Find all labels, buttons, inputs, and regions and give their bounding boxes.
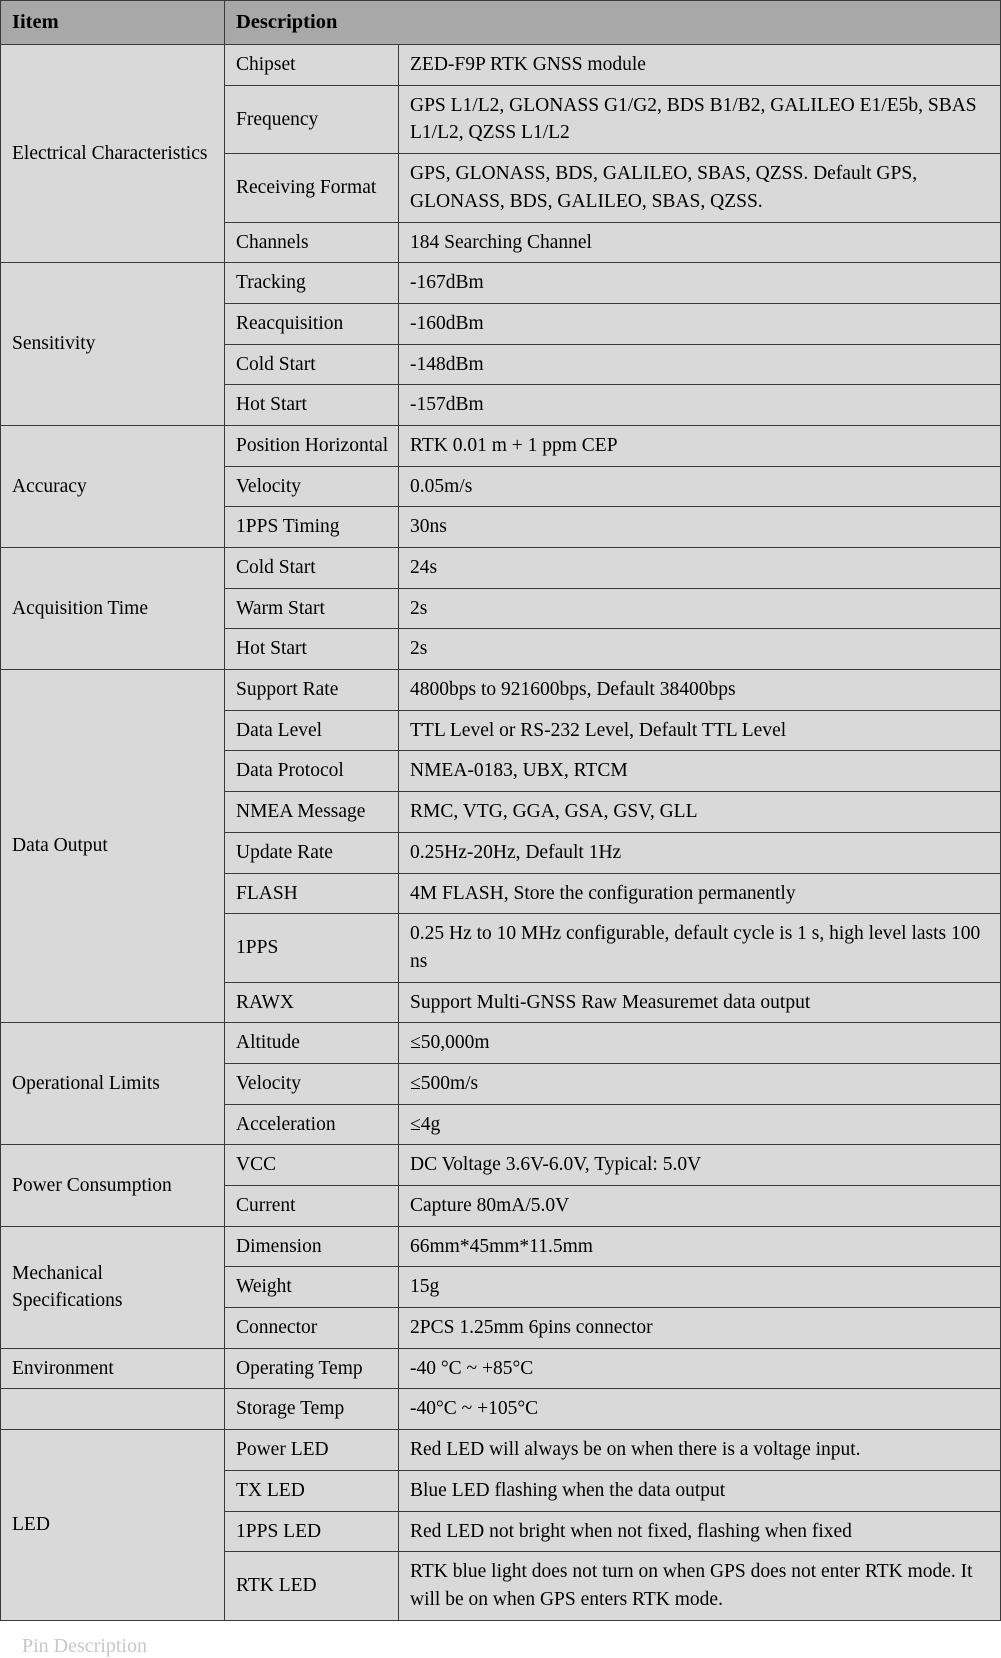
table-body — [1, 45, 1001, 1621]
column-header-item: Iitem — [1, 1, 225, 45]
spec-name-cell: Chipset — [225, 45, 399, 86]
spec-name-cell: TX LED — [225, 1470, 399, 1511]
spec-name-cell: 1PPS Timing — [225, 507, 399, 548]
spec-name-cell: Update Rate — [225, 832, 399, 873]
group-label-cell: Sensitivity — [1, 263, 225, 426]
table-row — [1, 670, 1001, 711]
group-label-cell: Operational Limits — [1, 1023, 225, 1145]
spec-name-cell: Hot Start — [225, 629, 399, 670]
spec-value-cell: 24s — [399, 548, 1001, 589]
spec-value-cell: -40 °C ~ +85°C — [399, 1348, 1001, 1389]
spec-value-cell: 184 Searching Channel — [399, 222, 1001, 263]
group-label-cell-empty — [1, 1389, 225, 1430]
spec-name-cell: Cold Start — [225, 344, 399, 385]
spec-name-cell: Operating Temp — [225, 1348, 399, 1389]
partial-section-heading: Pin Description — [22, 1634, 147, 1657]
spec-value-cell: ≤4g — [399, 1104, 1001, 1145]
table-row — [1, 1145, 1001, 1186]
spec-value-cell: Support Multi-GNSS Raw Measuremet data output — [399, 982, 1001, 1023]
group-label-cell: Accuracy — [1, 425, 225, 547]
spec-value-cell: 66mm*45mm*11.5mm — [399, 1226, 1001, 1267]
spec-name-cell: FLASH — [225, 873, 399, 914]
spec-name-cell: Cold Start — [225, 548, 399, 589]
spec-name-cell: Tracking — [225, 263, 399, 304]
spec-name-cell: Hot Start — [225, 385, 399, 426]
spec-value-cell: -40°C ~ +105°C — [399, 1389, 1001, 1430]
spec-value-cell: 0.05m/s — [399, 466, 1001, 507]
table-row — [1, 425, 1001, 466]
spec-name-cell: 1PPS — [225, 914, 399, 982]
spec-value-cell: NMEA-0183, UBX, RTCM — [399, 751, 1001, 792]
spec-value-cell: TTL Level or RS-232 Level, Default TTL Level — [399, 710, 1001, 751]
spec-value-cell: ≤500m/s — [399, 1063, 1001, 1104]
column-header-description: Description — [225, 1, 1001, 45]
spec-name-cell: Channels — [225, 222, 399, 263]
spec-value-cell: 15g — [399, 1267, 1001, 1308]
table-row — [1, 1348, 1001, 1389]
spec-value-cell: ZED-F9P RTK GNSS module — [399, 45, 1001, 86]
spec-value-cell: GPS L1/L2, GLONASS G1/G2, BDS B1/B2, GALILEO E1/E5b, SBAS L1/L2, QZSS L1/L2 — [399, 85, 1001, 153]
spec-name-cell: Connector — [225, 1308, 399, 1349]
table-row — [1, 1023, 1001, 1064]
group-label-cell: Electrical Characteristics — [1, 45, 225, 263]
spec-name-cell: Acceleration — [225, 1104, 399, 1145]
table-row — [1, 263, 1001, 304]
table-row — [1, 45, 1001, 86]
spec-name-cell: Storage Temp — [225, 1389, 399, 1430]
table-row — [1, 548, 1001, 589]
spec-name-cell: Position Horizontal — [225, 425, 399, 466]
table-row — [1, 1389, 1001, 1430]
spec-value-cell: 2s — [399, 629, 1001, 670]
spec-value-cell: 4800bps to 921600bps, Default 38400bps — [399, 670, 1001, 711]
spec-value-cell: Red LED will always be on when there is a voltage input. — [399, 1430, 1001, 1471]
spec-value-cell: RTK blue light does not turn on when GPS does not enter RTK mode. It will be on when GPS enters RTK mode. — [399, 1552, 1001, 1620]
spec-value-cell: -157dBm — [399, 385, 1001, 426]
spec-value-cell: ≤50,000m — [399, 1023, 1001, 1064]
spec-name-cell: Data Protocol — [225, 751, 399, 792]
spec-name-cell: Reacquisition — [225, 303, 399, 344]
spec-value-cell: -167dBm — [399, 263, 1001, 304]
group-label-cell: Data Output — [1, 670, 225, 1023]
spec-name-cell: RTK LED — [225, 1552, 399, 1620]
spec-value-cell: RTK 0.01 m + 1 ppm CEP — [399, 425, 1001, 466]
table-header — [1, 1, 1001, 45]
spec-name-cell: Frequency — [225, 85, 399, 153]
spec-name-cell: Velocity — [225, 466, 399, 507]
spec-value-cell: 2s — [399, 588, 1001, 629]
spec-value-cell: 30ns — [399, 507, 1001, 548]
spec-name-cell: VCC — [225, 1145, 399, 1186]
spec-name-cell: Weight — [225, 1267, 399, 1308]
spec-value-cell: Capture 80mA/5.0V — [399, 1186, 1001, 1227]
spec-name-cell: 1PPS LED — [225, 1511, 399, 1552]
spec-name-cell: RAWX — [225, 982, 399, 1023]
group-label-cell: Power Consumption — [1, 1145, 225, 1226]
group-label-cell: LED — [1, 1430, 225, 1620]
spec-value-cell: -160dBm — [399, 303, 1001, 344]
spec-name-cell: Receiving Format — [225, 154, 399, 222]
table-row — [1, 1430, 1001, 1471]
spec-name-cell: Warm Start — [225, 588, 399, 629]
header-row — [1, 1, 1001, 45]
spec-name-cell: Current — [225, 1186, 399, 1227]
spec-value-cell: 4M FLASH, Store the configuration permanently — [399, 873, 1001, 914]
spec-name-cell: Velocity — [225, 1063, 399, 1104]
spec-value-cell: 0.25 Hz to 10 MHz configurable, default cycle is 1 s, high level lasts 100 ns — [399, 914, 1001, 982]
table-row — [1, 1226, 1001, 1267]
spec-value-cell: Red LED not bright when not fixed, flashing when fixed — [399, 1511, 1001, 1552]
group-label-cell: Acquisition Time — [1, 548, 225, 670]
spec-name-cell: NMEA Message — [225, 792, 399, 833]
spec-value-cell: DC Voltage 3.6V-6.0V, Typical: 5.0V — [399, 1145, 1001, 1186]
spec-value-cell: -148dBm — [399, 344, 1001, 385]
spec-name-cell: Data Level — [225, 710, 399, 751]
spec-value-cell: Blue LED flashing when the data output — [399, 1470, 1001, 1511]
group-label-cell: Mechanical Specifications — [1, 1226, 225, 1348]
spec-name-cell: Power LED — [225, 1430, 399, 1471]
spec-value-cell: 0.25Hz-20Hz, Default 1Hz — [399, 832, 1001, 873]
spec-value-cell: 2PCS 1.25mm 6pins connector — [399, 1308, 1001, 1349]
group-label-cell: Environment — [1, 1348, 225, 1389]
spec-name-cell: Dimension — [225, 1226, 399, 1267]
spec-value-cell: GPS, GLONASS, BDS, GALILEO, SBAS, QZSS. Default GPS, GLONASS, BDS, GALILEO, SBAS, QZSS. — [399, 154, 1001, 222]
spec-name-cell: Support Rate — [225, 670, 399, 711]
spec-name-cell: Altitude — [225, 1023, 399, 1064]
spec-value-cell: RMC, VTG, GGA, GSA, GSV, GLL — [399, 792, 1001, 833]
